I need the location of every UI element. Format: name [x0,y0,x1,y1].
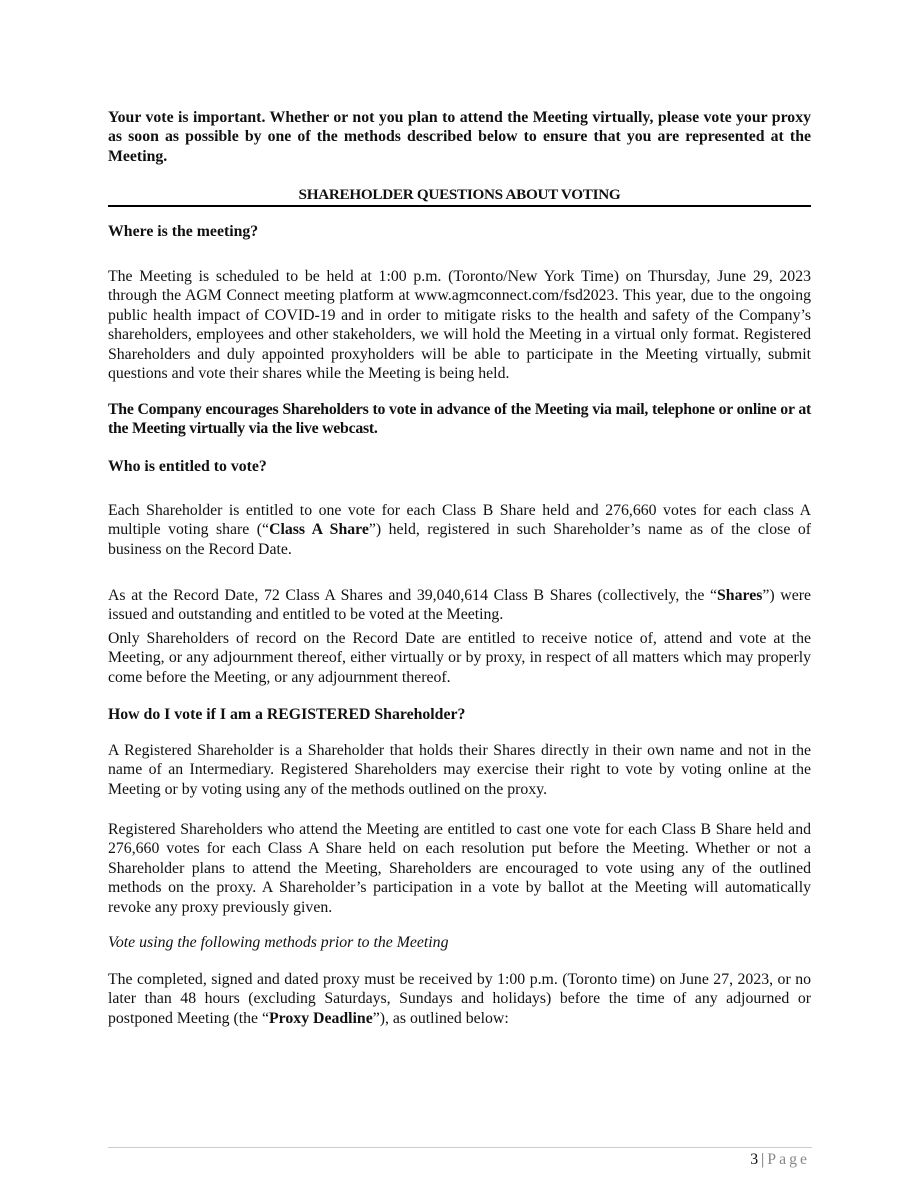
text: ”) held, registered in such Shareholder’s name as of the close of business on the Record Date. [108,521,811,558]
defined-term: Class A Share [269,521,369,539]
paragraph-record-holders: Only Shareholders of record on the Record Date are entitled to receive notice of, attend and vote at the Meeting, or any adjournment thereof, either virtually or by proxy, in respect of all matters which may properly come before the Meeting, or any adjournment thereof. [108,630,811,686]
question-who-entitled: Who is entitled to vote? [108,458,267,475]
paragraph-proxy-deadline [108,970,811,1028]
paragraph-entitlement [108,501,811,559]
paragraph-meeting-details: The Meeting is scheduled to be held at 1:00 p.m. (Toronto/New York Time) on Thursday, June 29, 2023 through the AGM Connect meeting platform at www.agmconnect.com/fsd2023. This year, due to the ongoing public health impact of COVID-19 and in order to mitigate risks to the health and safety of the Company’s shareholders, employees and other stakeholders, we will hold the Meeting in a virtual only format. Registered Shareholders and duly appointed proxyholders will be able to participate in the Meeting virtually, submit questions and vote their shares while the Meeting is being held. [108,268,811,383]
paragraph-registered-definition: A Registered Shareholder is a Shareholder that holds their Shares directly in their own name and not in the name of an Intermediary. Registered Shareholders may exercise their right to vote by voting online at the Meeting or by voting using any of the methods outlined on the proxy. [108,742,811,798]
paragraph-shares-outstanding [108,586,811,625]
text: ”), as outlined below: [372,1009,509,1027]
page-separator: | [761,1151,765,1168]
page-number [750,1151,810,1169]
heading-rule [108,205,811,207]
page-label: Page [767,1151,810,1168]
text: Each Shareholder is entitled to one vote for each Class B Share held and 276,660 votes for each class A multiple voting share (“ [108,502,811,539]
section-heading: SHAREHOLDER QUESTIONS ABOUT VOTING [298,186,621,203]
question-where: Where is the meeting? [108,223,259,240]
paragraph-registered-attend: Registered Shareholders who attend the Meeting are entitled to cast one vote for each Class B Share held and 276,660 votes for each Class A Share held on each resolution put before the Meeting. Whether or not a Shareholder plans to attend the Meeting, Shareholders are encouraged to vote using any of the outlined methods on the proxy. A Shareholder’s participation in a vote by ballot at the Meeting will automatically revoke any proxy previously given. [108,821,811,916]
page-number-value: 3 [750,1151,759,1168]
question-registered-vote: How do I vote if I am a REGISTERED Shareholder? [108,706,466,723]
paragraph-encourage-vote: The Company encourages Shareholders to vote in advance of the Meeting via mail, telephone or online or at the Meeting virtually via the live webcast. [108,401,811,438]
text: As at the Record Date, 72 Class A Shares and 39,040,614 Class B Shares (collectively, the “ [108,587,718,604]
subheading-vote-methods: Vote using the following methods prior to the Meeting [108,934,449,951]
footer-rule [108,1147,812,1148]
defined-term: Proxy Deadline [269,1009,373,1027]
text: ”) were issued and outstanding and entitled to be voted at the Meeting. [108,587,812,624]
text: The completed, signed and dated proxy must be received by 1:00 p.m. (Toronto time) on June 27, 2023, or no later than 48 hours (excluding Saturdays, Sundays and holidays) before the time of any adjourned or postponed Meeting (the “ [108,971,811,1027]
intro-notice: Your vote is important. Whether or not you plan to attend the Meeting virtually, please vote your proxy as soon as possible by one of the methods described below to ensure that you are represented at the Meeting. [108,109,811,165]
defined-term: Shares [717,587,763,604]
